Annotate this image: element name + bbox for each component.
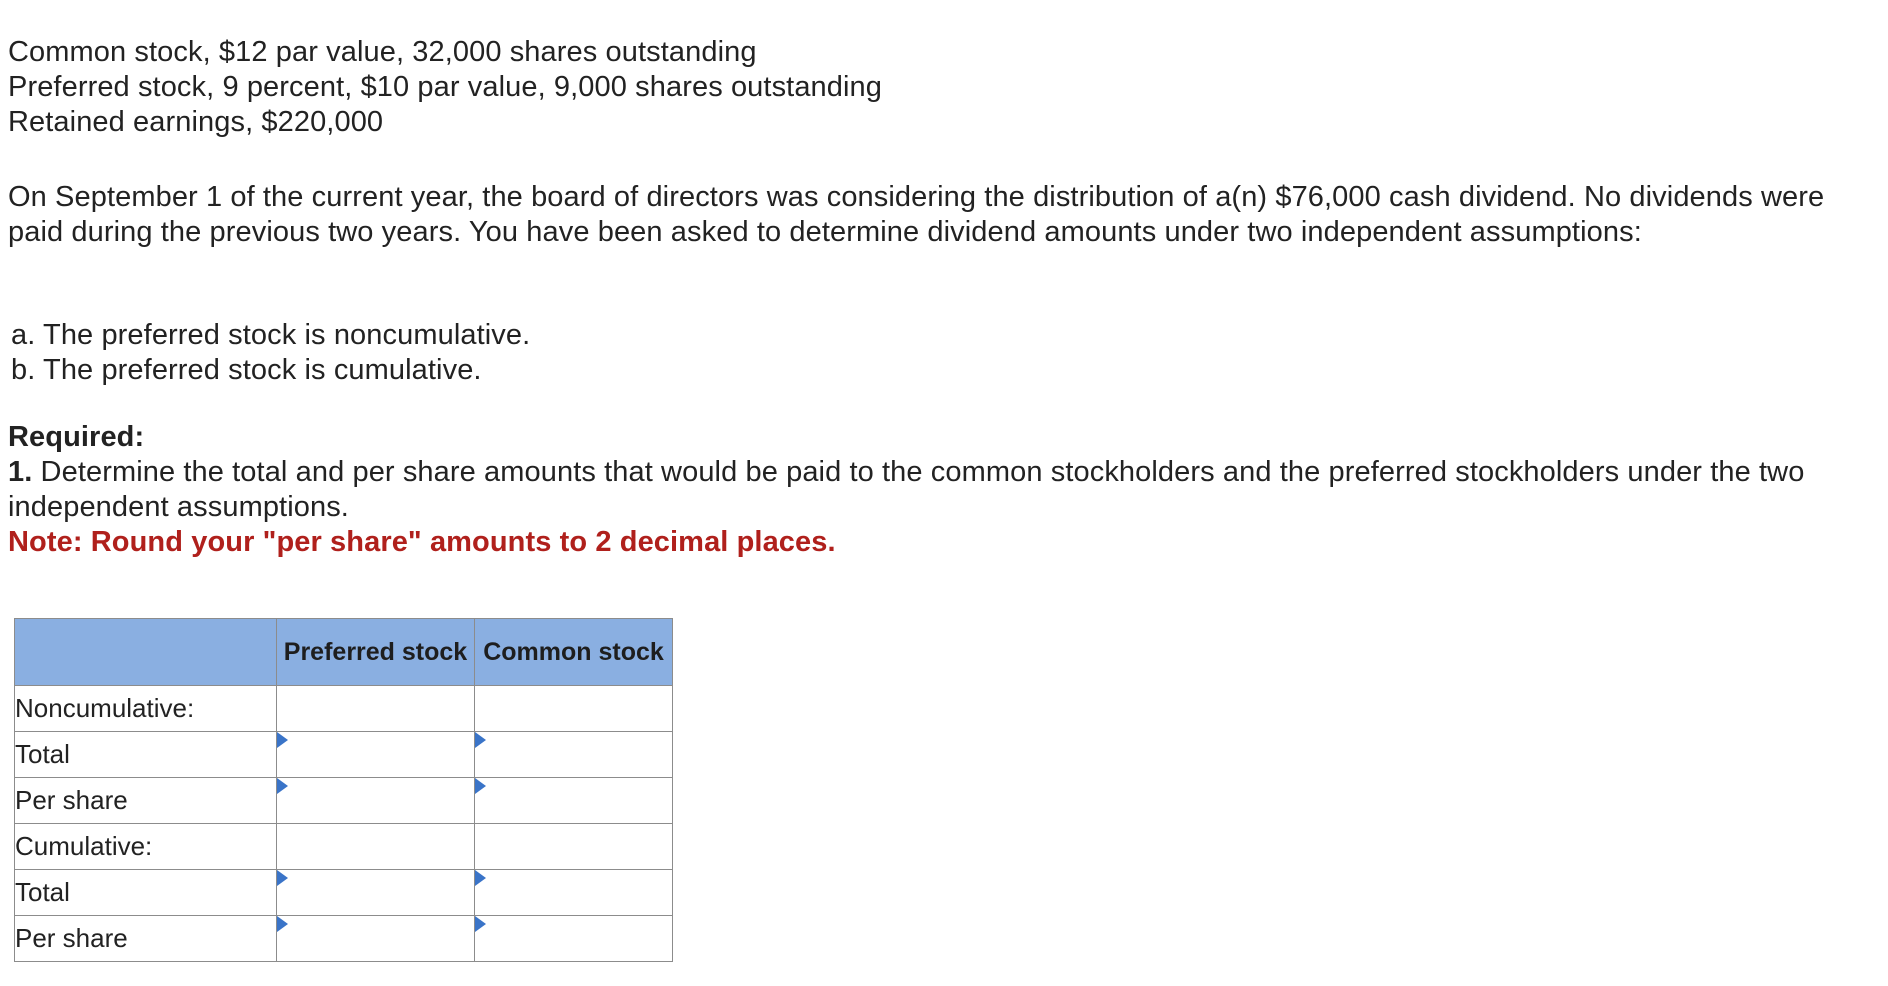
section-label-noncumulative: Noncumulative: bbox=[15, 686, 277, 732]
given-facts bbox=[8, 35, 882, 140]
noncumulative-total-common-cell bbox=[475, 732, 673, 778]
header-preferred-stock: Preferred stock bbox=[277, 619, 475, 686]
cumulative-per-share-common-input[interactable] bbox=[475, 923, 672, 954]
cumulative-total-preferred-input[interactable] bbox=[277, 877, 474, 908]
intro-text: On September 1 of the current year, the board of directors was considering the distribution of a(n) $76,000 cash dividend. No dividends were paid during the previous two years. You have been asked to determine dividend amounts under two independent assumptions: bbox=[8, 181, 1825, 248]
fact-common-stock: Common stock, $12 par value, 32,000 shares outstanding bbox=[8, 36, 757, 68]
input-marker-icon bbox=[475, 916, 486, 932]
input-marker-icon bbox=[475, 778, 486, 794]
empty-cell bbox=[277, 824, 475, 870]
header-common-stock: Common stock bbox=[475, 619, 673, 686]
problem-intro bbox=[8, 180, 1868, 250]
dividend-answer-table bbox=[14, 618, 673, 962]
assumption-b: b. The preferred stock is cumulative. bbox=[11, 354, 482, 386]
input-marker-icon bbox=[475, 870, 486, 886]
input-marker-icon bbox=[277, 870, 288, 886]
table-row-cumulative-per-share bbox=[15, 916, 673, 962]
rounding-note: Note: Round your "per share" amounts to 2 decimal places. bbox=[8, 526, 836, 558]
cumulative-per-share-common-cell bbox=[475, 916, 673, 962]
required-item-text: Determine the total and per share amounts that would be paid to the common stockholders and the preferred stockholders under the two independent assumptions. bbox=[8, 456, 1805, 523]
fact-preferred-stock: Preferred stock, 9 percent, $10 par value, 9,000 shares outstanding bbox=[8, 71, 883, 103]
row-label-per-share: Per share bbox=[15, 778, 277, 824]
input-marker-icon bbox=[277, 732, 288, 748]
table-row-cumulative-total bbox=[15, 870, 673, 916]
noncumulative-per-share-common-cell bbox=[475, 778, 673, 824]
cumulative-total-common-cell bbox=[475, 870, 673, 916]
noncumulative-total-common-input[interactable] bbox=[475, 739, 672, 770]
row-label-total: Total bbox=[15, 732, 277, 778]
noncumulative-total-preferred-input[interactable] bbox=[277, 739, 474, 770]
input-marker-icon bbox=[277, 778, 288, 794]
input-marker-icon bbox=[475, 732, 486, 748]
header-blank bbox=[15, 619, 277, 686]
row-label-total: Total bbox=[15, 870, 277, 916]
empty-cell bbox=[475, 824, 673, 870]
required-item-number: 1. bbox=[8, 456, 33, 488]
section-row-cumulative bbox=[15, 824, 673, 870]
section-row-noncumulative bbox=[15, 686, 673, 732]
noncumulative-total-preferred-cell bbox=[277, 732, 475, 778]
empty-cell bbox=[475, 686, 673, 732]
assumptions-list bbox=[11, 318, 530, 388]
noncumulative-per-share-preferred-cell bbox=[277, 778, 475, 824]
input-marker-icon bbox=[277, 916, 288, 932]
noncumulative-per-share-preferred-input[interactable] bbox=[277, 785, 474, 816]
assumption-a: a. The preferred stock is noncumulative. bbox=[11, 319, 531, 351]
cumulative-per-share-preferred-cell bbox=[277, 916, 475, 962]
noncumulative-per-share-common-input[interactable] bbox=[475, 785, 672, 816]
required-item-1 bbox=[8, 455, 1878, 525]
table-row-noncumulative-per-share bbox=[15, 778, 673, 824]
fact-retained-earnings: Retained earnings, $220,000 bbox=[8, 106, 384, 138]
table-row-noncumulative-total bbox=[15, 732, 673, 778]
cumulative-total-preferred-cell bbox=[277, 870, 475, 916]
row-label-per-share: Per share bbox=[15, 916, 277, 962]
required-heading: Required: bbox=[8, 421, 145, 453]
required-section bbox=[8, 420, 1878, 560]
table-header-row bbox=[15, 619, 673, 686]
section-label-cumulative: Cumulative: bbox=[15, 824, 277, 870]
cumulative-total-common-input[interactable] bbox=[475, 877, 672, 908]
cumulative-per-share-preferred-input[interactable] bbox=[277, 923, 474, 954]
empty-cell bbox=[277, 686, 475, 732]
